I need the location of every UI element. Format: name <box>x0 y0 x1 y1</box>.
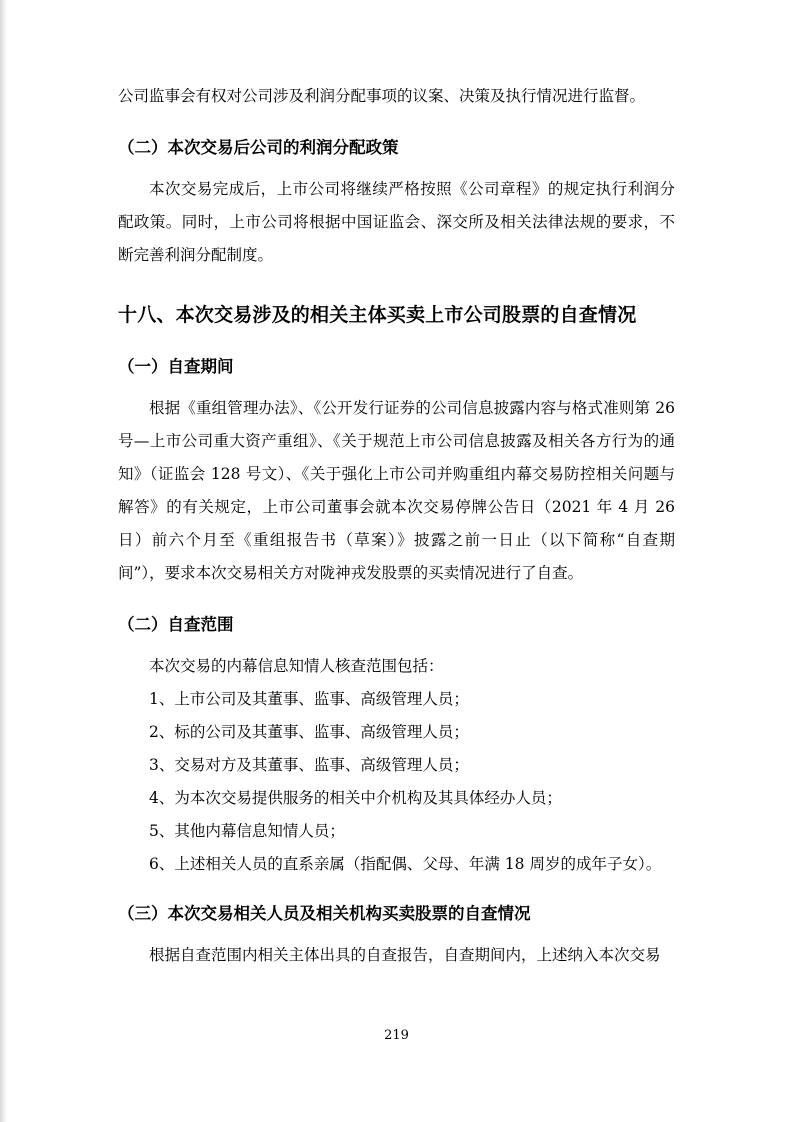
list-item: 4、为本次交易提供服务的相关中介机构及其具体经办人员； <box>149 789 562 807</box>
page-left-shadow <box>0 0 10 1122</box>
list-item: 2、标的公司及其董事、监事、高级管理人员； <box>149 723 469 741</box>
paragraph-result: 根据自查范围内相关主体出具的自查报告，自查期间内，上述纳入本次交易 <box>149 946 661 964</box>
heading-profit-distribution-policy: （二）本次交易后公司的利润分配政策 <box>118 138 399 157</box>
paragraph-monitoring: 公司监事会有权对公司涉及利润分配事项的议案、决策及执行情况进行监督。 <box>118 87 646 105</box>
list-item: 1、上市公司及其董事、监事、高级管理人员； <box>149 690 469 708</box>
paragraph-profit-policy: 本次交易完成后，上市公司将继续严格按照《公司章程》的规定执行利润分配政策。同时，上市公司将根据中国证监会、深交所及相关法律法规的要求，不断完善利润分配制度。 <box>118 180 675 264</box>
paragraph-scope-intro: 本次交易的内幕信息知情人核查范围包括： <box>149 657 444 675</box>
heading-self-inspection-period: （一）自查期间 <box>118 357 234 376</box>
page-content <box>118 80 675 972</box>
list-item: 3、交易对方及其董事、监事、高级管理人员； <box>149 756 469 774</box>
heading-self-inspection-scope: （二）自查范围 <box>118 615 234 634</box>
page-number: 219 <box>384 1028 409 1043</box>
paragraph-self-inspection-period: 根据《重组管理办法》、《公开发行证券的公司信息披露内容与格式准则第 26 号—上市公司重大资产重组》、《关于规范上市公司信息披露及相关各方行为的通知》（证监会 128 号文）、《关于强化上市公司并购重组内幕交易防控相关问题与解答》的有关规定，上市公司董事会就本次交易停牌公告日（2021 年 4 月 26 日）前六个月至《重组报告书（草案）》披露之前一日止（以下简称“自查期间”），要求本次交易相关方对陇神戎发股票的买卖情况进行了自查。 <box>118 399 675 582</box>
heading-section-eighteen: 十八、本次交易涉及的相关主体买卖上市公司股票的自查情况 <box>118 304 637 326</box>
list-item: 5、其他内幕信息知情人员； <box>149 822 345 840</box>
list-item: 6、上述相关人员的直系亲属（指配偶、父母、年满 18 周岁的成年子女）。 <box>149 855 662 873</box>
heading-trading-self-inspection-result: （三）本次交易相关人员及相关机构买卖股票的自查情况 <box>118 904 531 923</box>
